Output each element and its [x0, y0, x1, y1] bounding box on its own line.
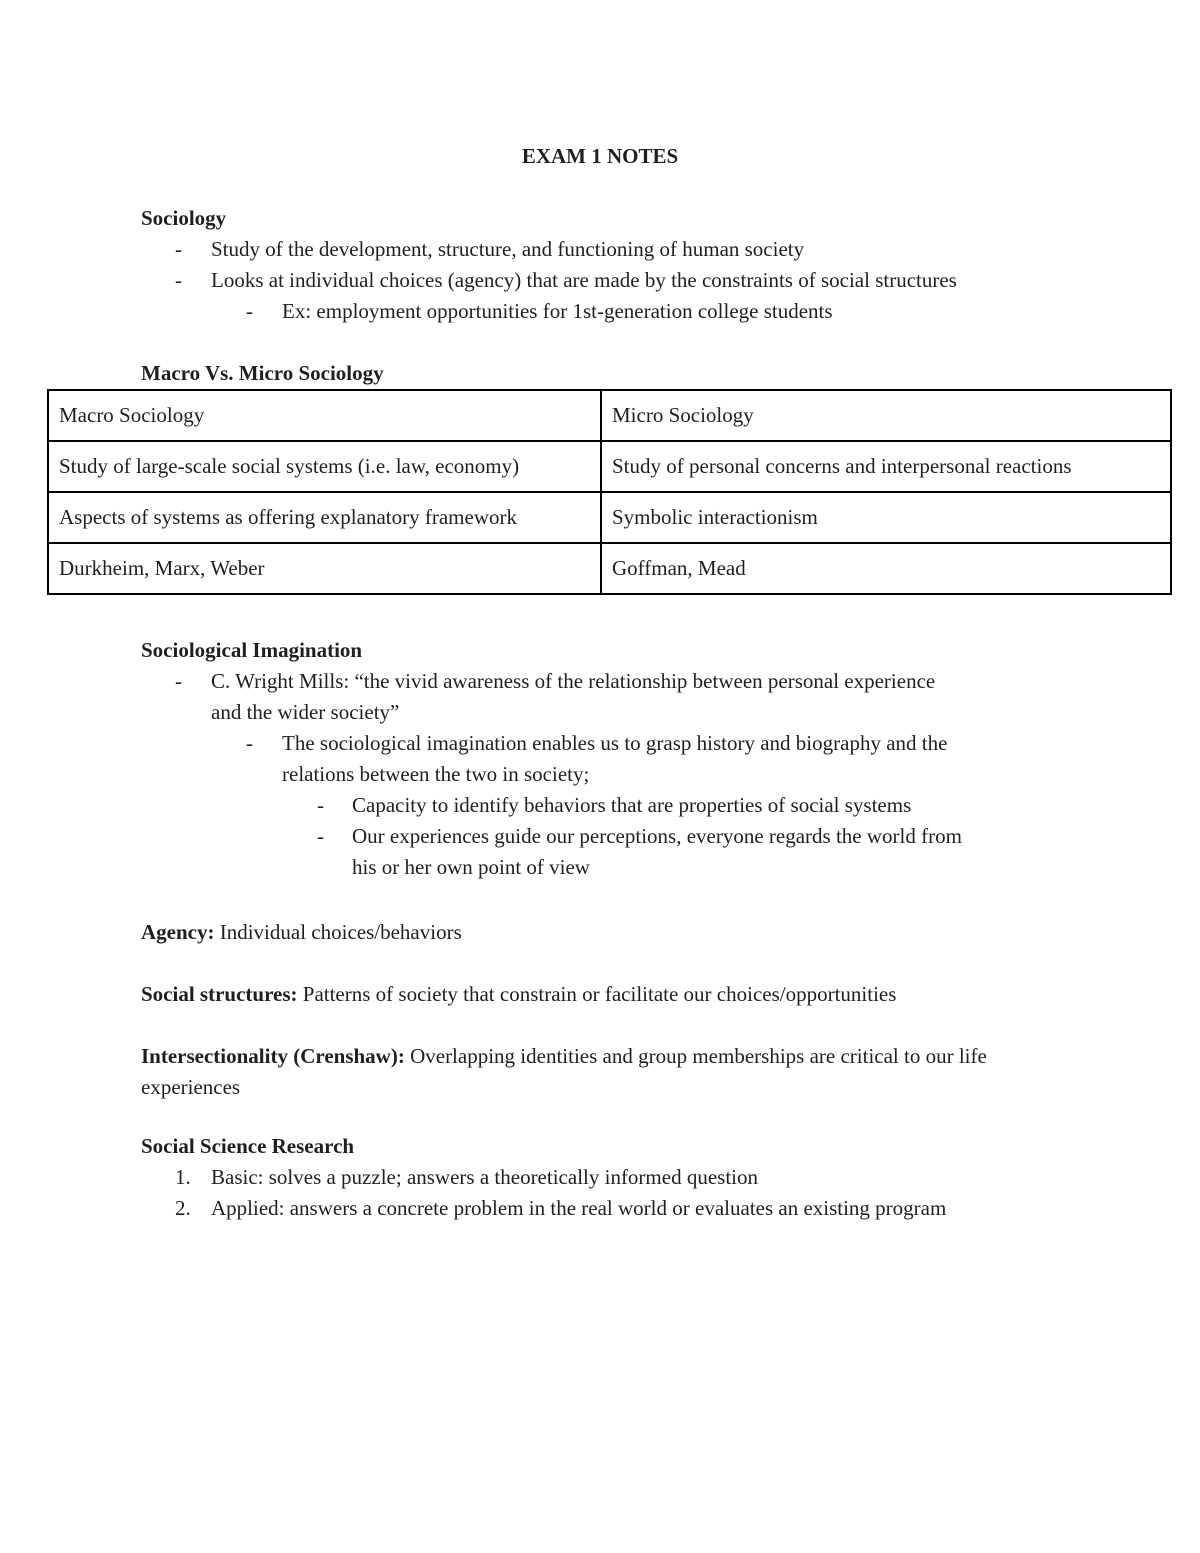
- page-title: EXAM 1 NOTES: [521, 144, 679, 168]
- term-agency: Agency:: [141, 920, 215, 944]
- imagination-quote-line-2: and the wider society”: [211, 700, 400, 724]
- table-cell: Goffman, Mead: [601, 543, 1171, 594]
- definition-text: Overlapping identities and group memberships are critical to our life experiences: [141, 1044, 987, 1099]
- bullet-dash: -: [175, 268, 182, 292]
- definition-social-structures: [141, 979, 1061, 1010]
- imagination-subsub-1: Capacity to identify behaviors that are properties of social systems: [352, 793, 912, 817]
- imagination-sub-line-2: relations between the two in society;: [282, 762, 590, 786]
- sociology-bullet-2: Looks at individual choices (agency) that are made by the constraints of social structures: [211, 268, 957, 292]
- definition-text: Individual choices/behaviors: [214, 920, 462, 944]
- table-row: [48, 441, 1171, 492]
- section-heading-macro-micro: Macro Vs. Micro Sociology: [141, 361, 384, 385]
- imagination-sub-line-1: The sociological imagination enables us to grasp history and biography and the: [282, 731, 948, 755]
- research-item-2: Applied: answers a concrete problem in the real world or evaluates an existing program: [211, 1196, 947, 1220]
- table-cell: Study of large-scale social systems (i.e. law, economy): [48, 441, 601, 492]
- definition-text: Patterns of society that constrain or facilitate our choices/opportunities: [297, 982, 897, 1006]
- bullet-dash: -: [246, 731, 253, 755]
- table-cell: Symbolic interactionism: [601, 492, 1171, 543]
- sociology-bullet-1: Study of the development, structure, and functioning of human society: [211, 237, 805, 261]
- section-heading-sociology: Sociology: [141, 206, 227, 230]
- table-cell: Macro Sociology: [48, 390, 601, 441]
- imagination-quote-line-1: C. Wright Mills: “the vivid awareness of the relationship between personal experience: [211, 669, 936, 693]
- definition-agency: [141, 917, 1061, 948]
- list-number: 1.: [175, 1165, 191, 1189]
- table-row: [48, 492, 1171, 543]
- bullet-dash: -: [317, 793, 324, 817]
- bullet-dash: -: [246, 299, 253, 323]
- section-heading-research: Social Science Research: [141, 1134, 355, 1158]
- table-row: [48, 390, 1171, 441]
- bullet-dash: -: [317, 824, 324, 848]
- research-item-1: Basic: solves a puzzle; answers a theoretically informed question: [211, 1165, 758, 1189]
- bullet-dash: -: [175, 669, 182, 693]
- comparison-table: [47, 389, 1172, 595]
- bullet-dash: -: [175, 237, 182, 261]
- table-cell: Study of personal concerns and interpersonal reactions: [601, 441, 1171, 492]
- term-social-structures: Social structures:: [141, 982, 298, 1006]
- list-number: 2.: [175, 1196, 191, 1220]
- table-cell: Durkheim, Marx, Weber: [48, 543, 601, 594]
- table-cell: Aspects of systems as offering explanatory framework: [48, 492, 601, 543]
- imagination-subsub-2-line-1: Our experiences guide our perceptions, everyone regards the world from: [352, 824, 962, 848]
- sociology-sub-bullet: Ex: employment opportunities for 1st-generation college students: [282, 299, 833, 323]
- section-heading-imagination: Sociological Imagination: [141, 638, 363, 662]
- imagination-subsub-2-line-2: his or her own point of view: [352, 855, 590, 879]
- term-intersectionality: Intersectionality (Crenshaw):: [141, 1044, 405, 1068]
- table-row: [48, 543, 1171, 594]
- definition-intersectionality: [141, 1041, 1061, 1103]
- table-cell: Micro Sociology: [601, 390, 1171, 441]
